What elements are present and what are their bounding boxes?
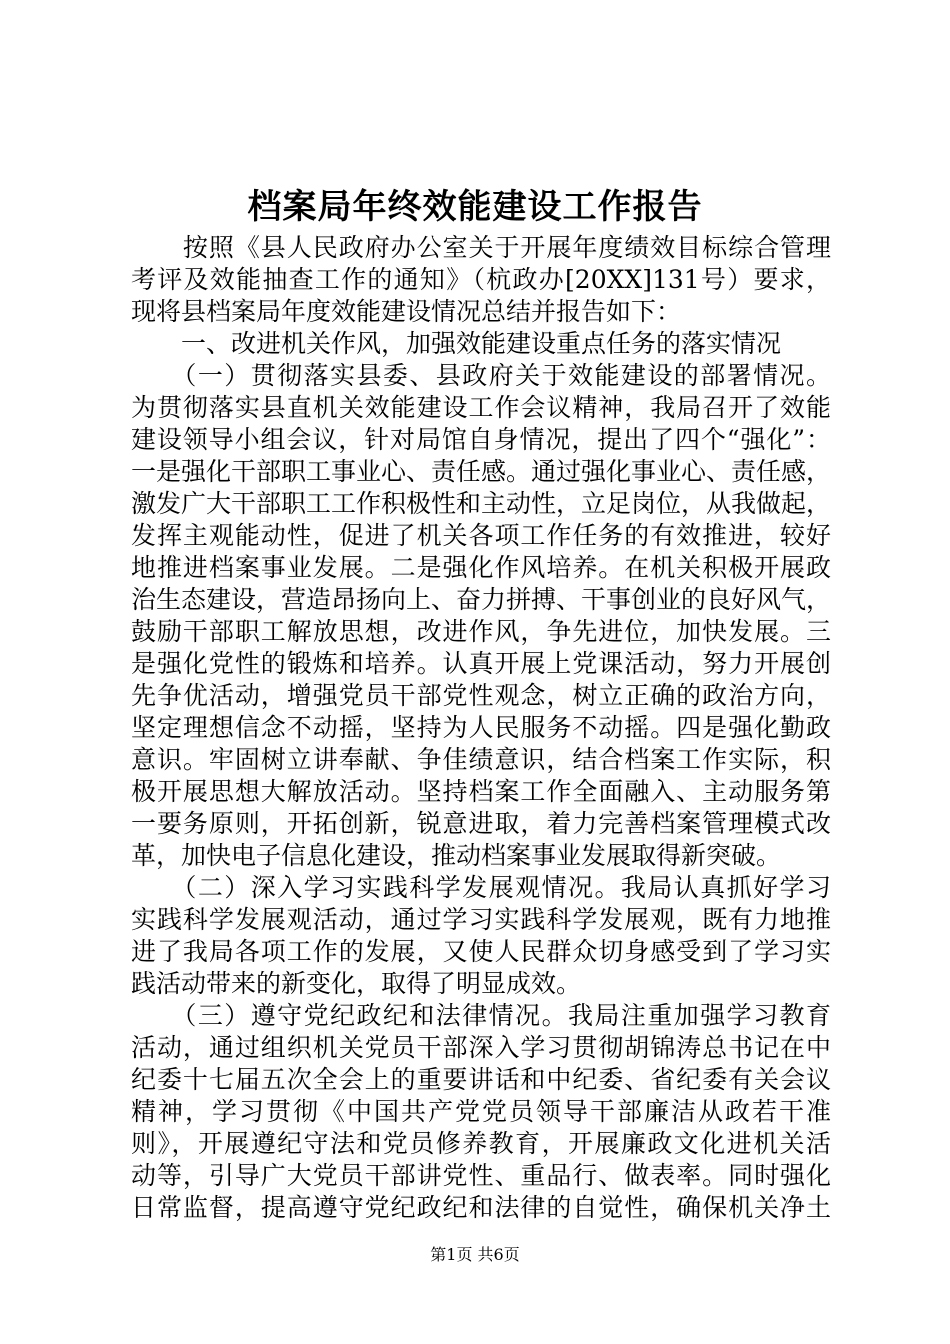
text-line: 践活动带来的新变化，取得了明显成效。 xyxy=(131,969,582,998)
text-line: 现将县档案局年度效能建设情况总结并报告如下： xyxy=(131,297,682,326)
text-line: 进了我局各项工作的发展，又使人民群众切身感受到了学习实 xyxy=(131,937,831,966)
text-line: 动等，引导广大党员干部讲党性、重品行、做表率。同时强化 xyxy=(131,1161,831,1190)
text-line: 极开展思想大解放活动。坚持档案工作全面融入、主动服务第 xyxy=(131,777,831,806)
text-line: 日常监督，提高遵守党纪政纪和法律的自觉性，确保机关净土 xyxy=(131,1193,831,1222)
text-line: 意识。牢固树立讲奉献、争佳绩意识，结合档案工作实际，积 xyxy=(131,745,831,774)
text-line: 纪委十七届五次全会上的重要讲话和中纪委、省纪委有关会议 xyxy=(131,1065,831,1094)
text-line: 激发广大干部职工工作积极性和主动性，立足岗位，从我做起， xyxy=(131,489,832,518)
text-line: （一）贯彻落实县委、县政府关于效能建设的部署情况。 xyxy=(131,361,831,390)
text-line: 活动，通过组织机关党员干部深入学习贯彻胡锦涛总书记在中 xyxy=(131,1033,831,1062)
text-line: 一是强化干部职工事业心、责任感。通过强化事业心、责任感， xyxy=(131,457,832,486)
text-line: 为贯彻落实县直机关效能建设工作会议精神，我局召开了效能 xyxy=(131,393,831,422)
text-line: 鼓励干部职工解放思想，改进作风，争先进位，加快发展。三 xyxy=(131,617,831,646)
text-line: 治生态建设，营造昂扬向上、奋力拼搏、干事创业的良好风气， xyxy=(131,585,832,614)
text-line: 先争优活动，增强党员干部党性观念，树立正确的政治方向， xyxy=(131,681,831,710)
text-line: 一要务原则，开拓创新，锐意进取，着力完善档案管理模式改 xyxy=(131,809,831,838)
text-line: （三）遵守党纪政纪和法律情况。我局注重加强学习教育 xyxy=(131,1001,831,1030)
text-line: 实践科学发展观活动，通过学习实践科学发展观，既有力地推 xyxy=(131,905,831,934)
text-line: 则》，开展遵纪守法和党员修养教育，开展廉政文化进机关活 xyxy=(131,1129,831,1158)
text-line: 坚定理想信念不动摇，坚持为人民服务不动摇。四是强化勤政 xyxy=(131,713,831,742)
document-title: 档案局年终效能建设工作报告 xyxy=(247,187,703,227)
section-heading: 一、改进机关作风，加强效能建设重点任务的落实情况 xyxy=(131,329,782,358)
text-line: 按照《县人民政府办公室关于开展年度绩效目标综合管理 xyxy=(131,233,831,262)
text-line: 革，加快电子信息化建设，推动档案事业发展取得新突破。 xyxy=(131,841,782,870)
text-line: 建设领导小组会议，针对局馆自身情况，提出了四个“强化”： xyxy=(131,425,831,454)
text-line: 考评及效能抽查工作的通知》（杭政办[20XX]131号）要求， xyxy=(131,265,831,294)
text-line: 精神，学习贯彻《中国共产党党员领导干部廉洁从政若干准 xyxy=(131,1097,831,1126)
page-footer: 第1页 共6页 xyxy=(430,1245,520,1264)
text-line: 地推进档案事业发展。二是强化作风培养。在机关积极开展政 xyxy=(131,553,831,582)
text-line: 是强化党性的锻炼和培养。认真开展上党课活动，努力开展创 xyxy=(131,649,831,678)
document-body xyxy=(131,232,831,1224)
text-line: （二）深入学习实践科学发展观情况。我局认真抓好学习 xyxy=(131,873,831,902)
text-line: 发挥主观能动性，促进了机关各项工作任务的有效推进，较好 xyxy=(131,521,831,550)
